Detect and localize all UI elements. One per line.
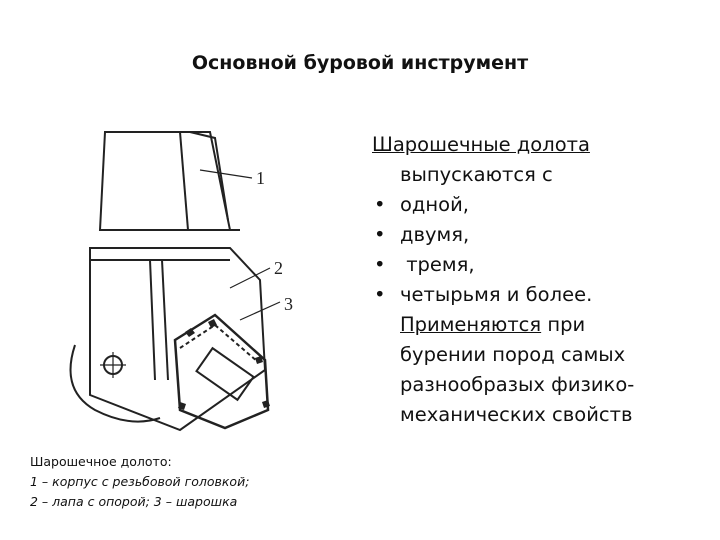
bullet-item: • тремя, bbox=[372, 250, 702, 280]
bullet-item: • двумя, bbox=[372, 220, 702, 250]
intro-line-1: Шарошечные долота bbox=[372, 133, 590, 156]
figure-label-2: 2 bbox=[274, 258, 283, 278]
drill-bit-diagram bbox=[30, 110, 330, 440]
intro-line-2: выпускаются с bbox=[400, 163, 553, 186]
text-content bbox=[372, 130, 702, 430]
bullet-item: • одной, bbox=[372, 190, 702, 220]
applied-paragraph bbox=[372, 310, 702, 430]
applied-line-2: бурении пород самых bbox=[400, 343, 626, 366]
applied-line-4: механических свойств bbox=[400, 403, 633, 426]
slide-title: Основной буровой инструмент bbox=[191, 52, 529, 74]
caption-title: Шарошечное долото: bbox=[30, 454, 172, 469]
figure-label-1: 1 bbox=[256, 168, 265, 188]
bullet-item: • четырьмя и более. bbox=[372, 280, 702, 310]
caption-item-2-3: 2 – лапа с опорой; 3 – шарошка bbox=[30, 494, 238, 509]
applied-word: Применяются bbox=[400, 313, 542, 336]
bullet-list bbox=[372, 190, 702, 310]
figure-caption bbox=[30, 452, 330, 512]
caption-item-1: 1 – корпус с резьбовой головкой; bbox=[30, 474, 250, 489]
applied-line-3: разнообразых физико- bbox=[400, 373, 635, 396]
applied-rest: при bbox=[541, 313, 586, 336]
drill-body bbox=[100, 132, 230, 230]
figure-label-3: 3 bbox=[284, 294, 293, 314]
